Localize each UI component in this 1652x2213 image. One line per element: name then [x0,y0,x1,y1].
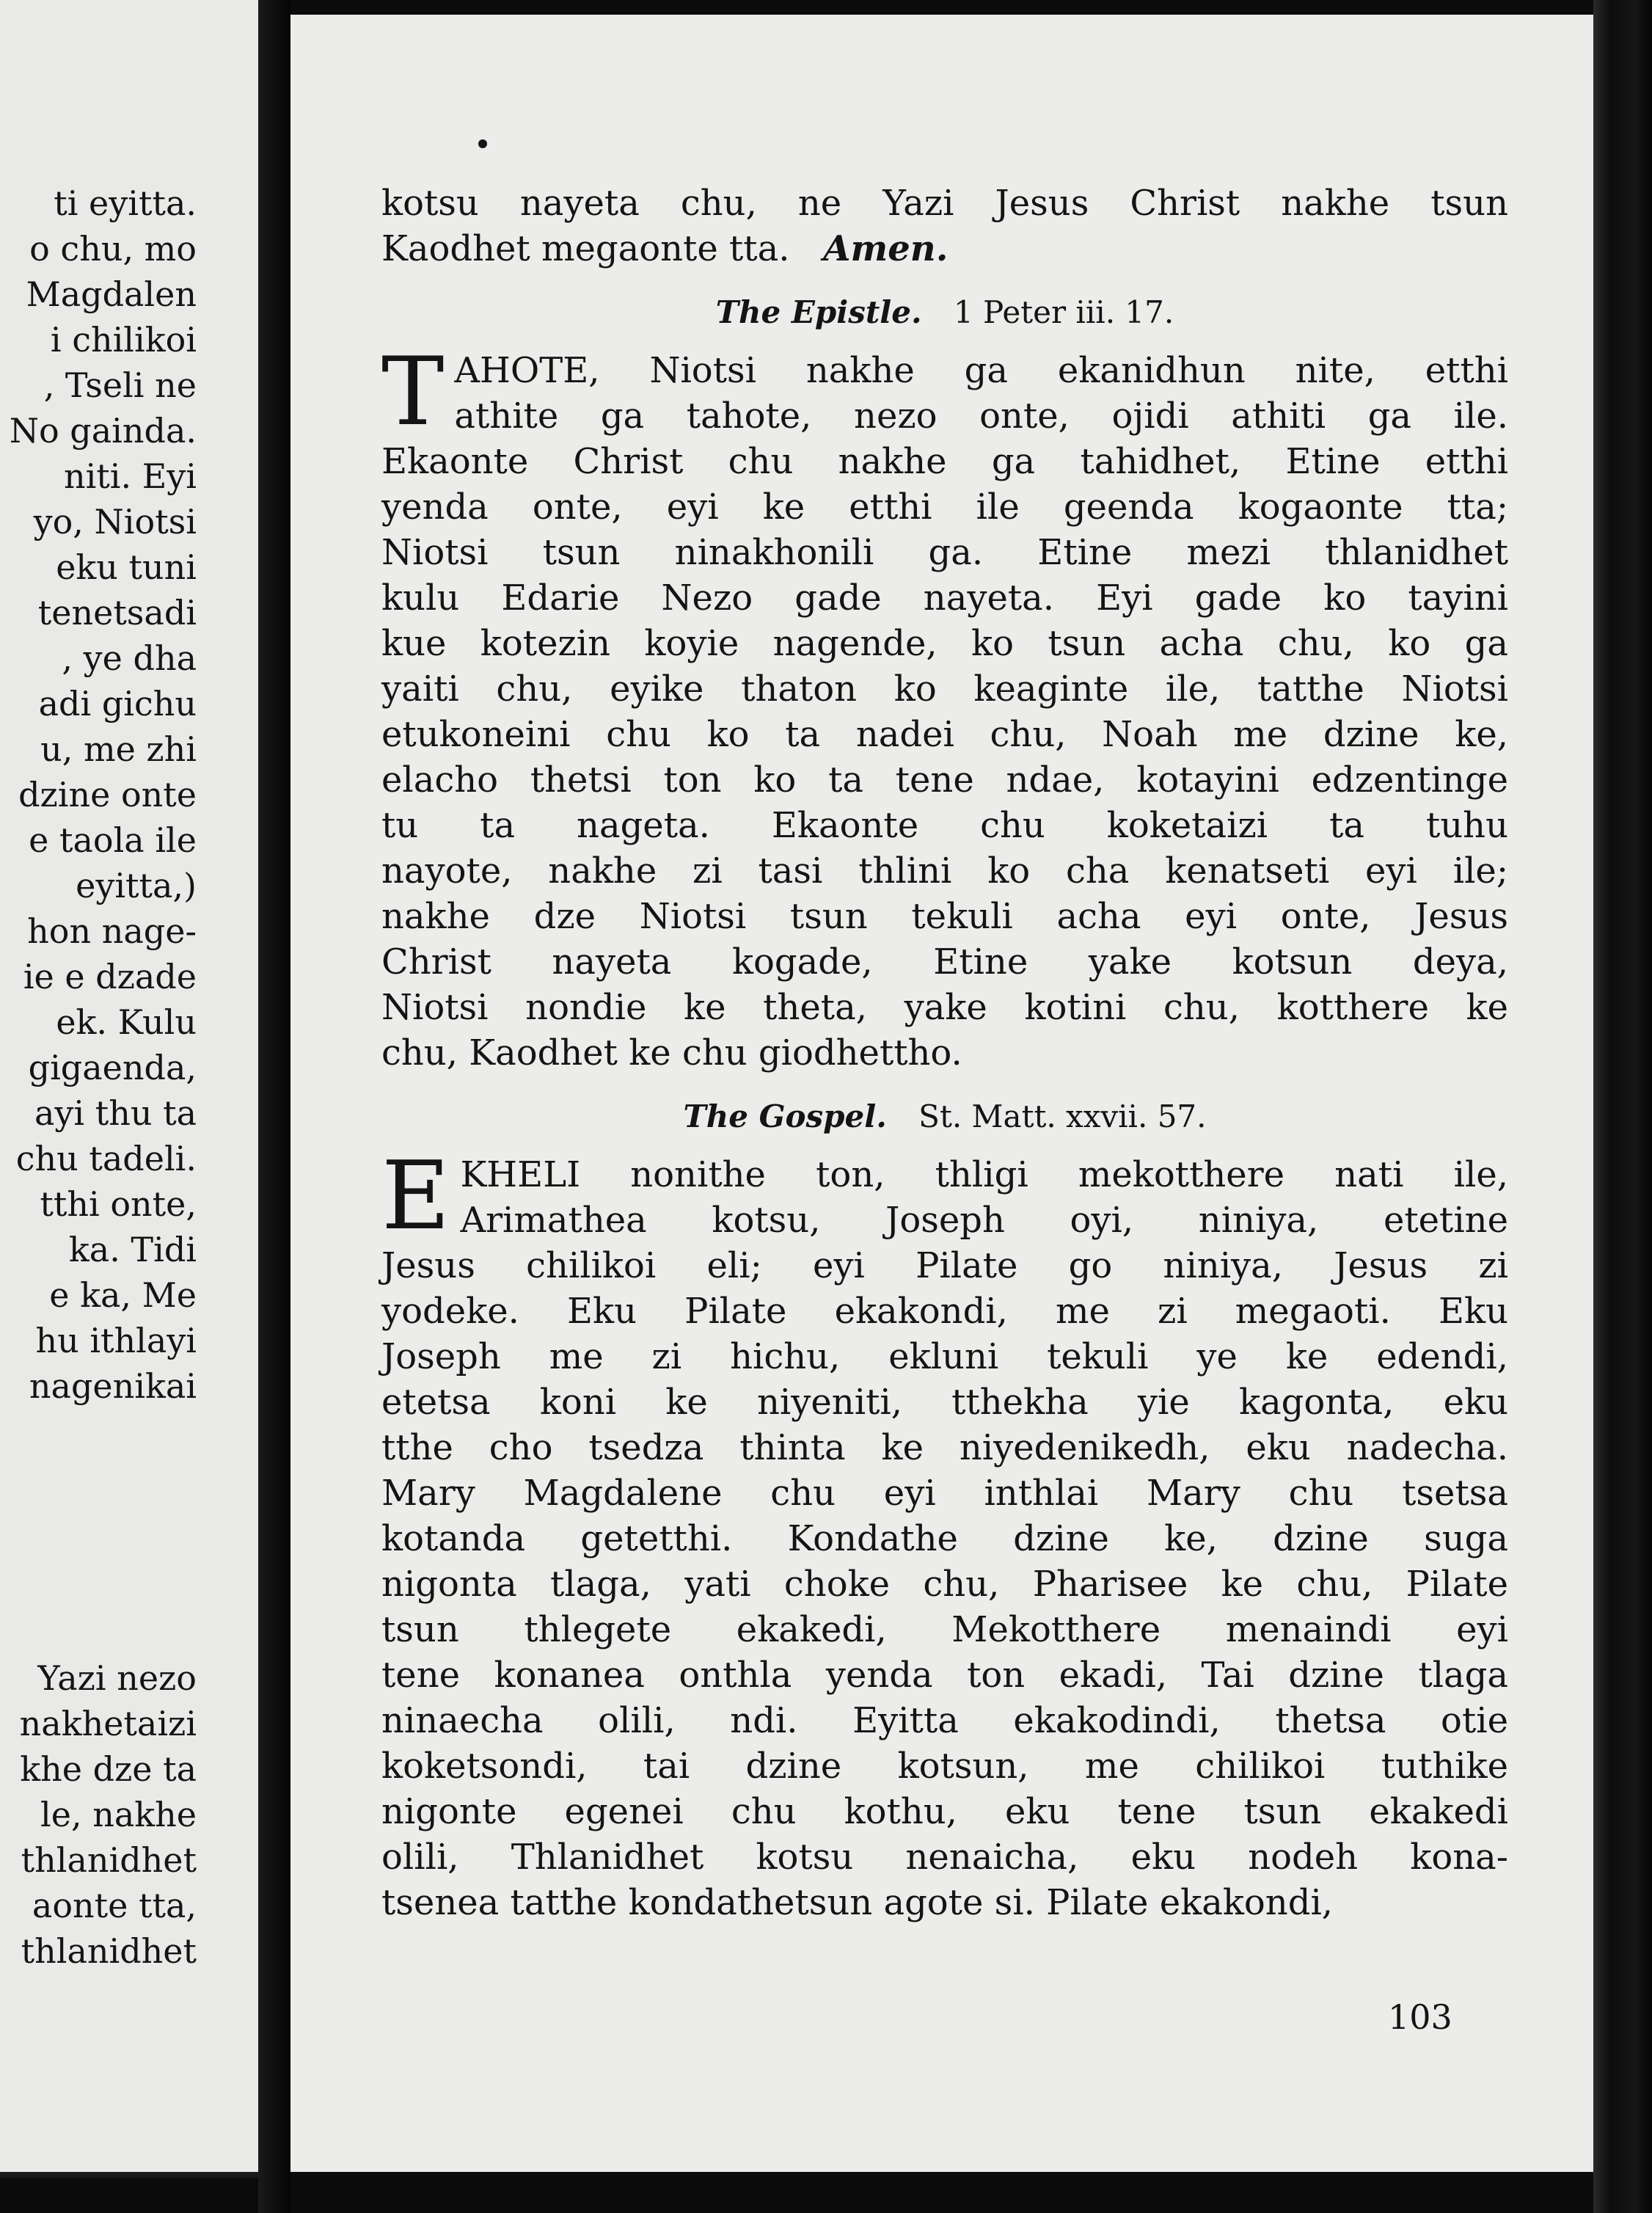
book-gutter [258,0,290,2213]
text-line: tthi onte, [40,1184,197,1224]
text-line: aonte tta, [32,1886,197,1925]
text-line: nagenikai [29,1366,197,1406]
text-line: adi gichu [38,684,197,723]
book-page [290,15,1593,2172]
gospel-title: The Gospel. [683,1098,887,1134]
opening-paragraph [381,181,1508,271]
text-line: kulu Edarie Nezo gade nayeta. Eyi gade ko tayini [381,577,1508,619]
gospel-dropcap: E [381,1142,450,1251]
text-line: AHOTE, Niotsi nakhe ga ekanidhun nite, etthi [454,350,1508,391]
text-line: nakhetaizi [19,1704,197,1743]
text-line: nigonta tlaga, yati choke chu, Pharisee ke chu, Pilate [381,1564,1508,1605]
text-line: eku tuni [56,547,197,587]
text-line: tthe cho tsedza thinta ke niyedenikedh, eku nadecha. [381,1427,1508,1468]
text-line: KHELI nonithe ton, thligi mekotthere nati ile, [460,1154,1508,1195]
text-line: ti eyitta. [54,183,197,223]
opening-line: kotsu nayeta chu, ne Yazi Jesus Christ nakhe tsun [381,183,1508,224]
text-line: tsun thlegete ekakedi, Mekotthere menaindi eyi [381,1609,1508,1650]
text-line: le, nakhe [40,1795,197,1834]
gospel-reference: St. Matt. xxvii. 57. [918,1098,1207,1134]
text-line: nakhe dze Niotsi tsun tekuli acha eyi onte, Jesus [381,896,1508,937]
text-line: yo, Niotsi [33,502,197,542]
text-line: kotanda getetthi. Kondathe dzine ke, dzine suga [381,1518,1508,1559]
text-line: u, me zhi [40,729,197,769]
text-line: Joseph me zi hichu, ekluni tekuli ye ke edendi, [381,1336,1508,1377]
text-line: eyitta,) [76,866,197,905]
text-line: khe dze ta [20,1749,197,1789]
text-line: etukoneini chu ko ta nadei chu, Noah me dzine ke, [381,714,1508,755]
text-line: Niotsi nondie ke theta, yake kotini chu, kotthere ke [381,987,1508,1028]
text-line: Jesus chilikoi eli; eyi Pilate go niniya, Jesus zi [381,1245,1508,1286]
text-line: tu ta nageta. Ekaonte chu koketaizi ta tuhu [381,805,1508,846]
text-line: tene konanea onthla yenda ton ekadi, Tai dzine tlaga [381,1655,1508,1696]
epistle-heading [381,292,1508,333]
text-line: Magdalen [26,274,197,314]
text-line: ek. Kulu [56,1002,197,1042]
text-line: olili, Thlanidhet kotsu nenaicha, eku nodeh kona- [381,1837,1508,1878]
text-line: hon nage- [27,911,197,951]
text-line: nigonte egenei chu kothu, eku tene tsun ekakedi [381,1791,1508,1832]
previous-page-text-top [10,181,197,1409]
previous-page [0,0,258,2178]
gospel-heading [381,1096,1508,1137]
epistle-title: The Epistle. [715,294,922,330]
text-line: tsenea tatthe kondathetsun agote si. Pilate ekakondi, [381,1882,1334,1923]
text-line: etetsa koni ke niyeniti, tthekha yie kagonta, eku [381,1382,1508,1423]
text-line: chu, Kaodhet ke chu giodhettho. [381,1032,962,1073]
epistle-dropcap: T [381,338,445,447]
amen-word: Amen. [823,228,949,269]
gospel-text [381,1142,1508,1925]
opening-line: Kaodhet megaonte tta. Amen. [381,228,949,269]
text-line: elacho thetsi ton ko ta tene ndae, kotayini edzentinge [381,759,1508,801]
text-line: koketsondi, tai dzine kotsun, me chilikoi tuthike [381,1746,1508,1787]
text-line: Christ nayeta kogade, Etine yake kotsun deya, [381,941,1508,982]
text-line: No gainda. [9,411,197,451]
epistle-reference: 1 Peter iii. 17. [953,294,1174,330]
text-line: e ka, Me [49,1275,197,1315]
text-line: gigaenda, [28,1048,197,1087]
text-line: Mary Magdalene chu eyi inthlai Mary chu tsetsa [381,1473,1508,1514]
text-line: nayote, nakhe zi tasi thlini ko cha kenatseti eyi ile; [381,850,1508,892]
text-line: thlanidhet [21,1840,197,1880]
text-line: yaiti chu, eyike thaton ko keaginte ile, tatthe Niotsi [381,668,1508,710]
text-line: ninaecha olili, ndi. Eyitta ekakodindi, thetsa otie [381,1700,1508,1741]
text-line: kue kotezin koyie nagende, ko tsun acha chu, ko ga [381,623,1508,664]
text-line: Yazi nezo [37,1658,197,1698]
text-line: tenetsadi [37,593,197,632]
book-edge [1593,0,1652,2213]
text-line: yenda onte, eyi ke etthi ile geenda kogaonte tta; [381,486,1508,528]
text-line: ie e dzade [23,957,197,996]
text-line: , Tseli ne [43,365,197,405]
text-line: Arimathea kotsu, Joseph oyi, niniya, etetine [460,1200,1508,1241]
text-line: dzine onte [18,775,197,814]
text-line: ka. Tidi [68,1230,197,1269]
text-line: Niotsi tsun ninakhonili ga. Etine mezi thlanidhet [381,532,1508,573]
text-line: athite ga tahote, nezo onte, ojidi athiti ga ile. [454,395,1508,437]
text-line: i chilikoi [50,320,197,360]
text-line: Ekaonte Christ chu nakhe ga tahidhet, Etine etthi [381,441,1508,482]
epistle-text [381,338,1508,1076]
text-line: yodeke. Eku Pilate ekakondi, me zi megaoti. Eku [381,1291,1508,1332]
text-line: niti. Eyi [63,456,197,496]
text-line: hu ithlayi [35,1321,197,1360]
page-number: 103 [1388,1997,1452,2037]
text-line: e taola ile [29,820,197,860]
page-text [381,181,1508,1925]
text-line: ayi thu ta [34,1093,197,1133]
text-line: thlanidhet [21,1931,197,1971]
ink-dot [478,139,487,148]
previous-page-text-bottom [20,1655,197,1974]
text-line: chu tadeli. [15,1139,197,1178]
text-line: , ye dha [62,638,197,678]
text-line: o chu, mo [29,229,197,269]
